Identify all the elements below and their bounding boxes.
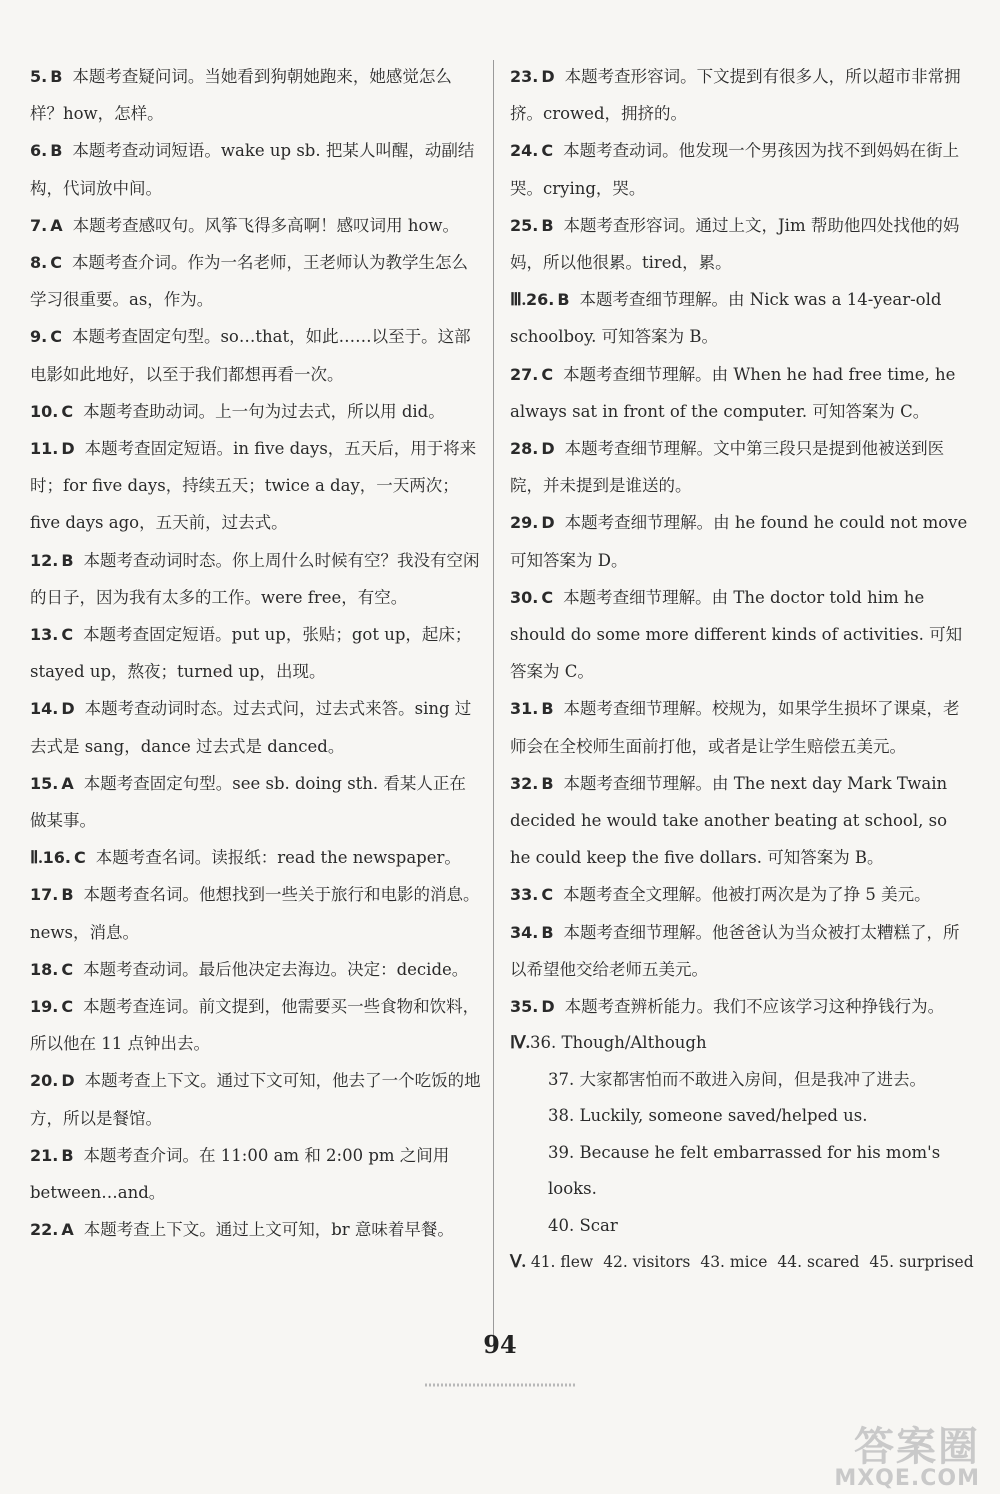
answer-entry (30, 765, 482, 839)
answer-letter: B (61, 885, 74, 905)
question-number: 32. (510, 773, 539, 793)
answer-letter: C (541, 141, 554, 161)
answer-letter: C (61, 997, 74, 1017)
explanation-text: 本题考查上下文。通过下文可知，他去了一个吃饭的地方，所以是餐馆。 (30, 1071, 481, 1128)
left-column (30, 58, 482, 1249)
right-column (510, 58, 974, 1280)
answer-letter: A (50, 215, 63, 235)
question-number: 13. (30, 625, 59, 645)
answer-line: 38. Luckily, someone saved/helped us. (548, 1106, 868, 1126)
answer-letter: C (50, 253, 62, 273)
question-number: 16. (42, 848, 71, 868)
question-number: 18. (30, 959, 59, 979)
answer-entry (30, 839, 482, 876)
question-number: 26. (525, 290, 555, 310)
answer-entry (30, 951, 482, 988)
explanation-text: 本题考查动词。最后他决定去海边。决定：decide。 (83, 959, 469, 979)
explanation-text: 本题考查名词。读报纸：read the newspaper。 (95, 848, 461, 868)
explanation-text: 本题考查连词。前文提到，他需要买一些食物和饮料，所以他在 11 点钟出去。 (30, 997, 480, 1054)
explanation-text: 本题考查细节理解。由 Nick was a 14-year-old schoolboy. 可知答案为 B。 (510, 290, 942, 347)
answer-letter: D (61, 699, 75, 719)
answer-letter: C (50, 327, 62, 347)
answer-entry (30, 1137, 482, 1211)
answer-letter: D (541, 997, 555, 1017)
answer-entry (30, 988, 482, 1062)
word-answer: 41. flew (530, 1253, 594, 1272)
explanation-text: 本题考查辨析能力。我们不应该学习这种挣钱行为。 (564, 997, 945, 1017)
word-answer: 43. mice (700, 1253, 768, 1272)
question-number: 8. (30, 253, 48, 273)
watermark-url: MXQE.COM (834, 1466, 980, 1491)
answer-letter: C (61, 959, 74, 979)
answer-entry (30, 430, 482, 542)
word-answer: 45. surprised (869, 1253, 974, 1272)
question-number: 12. (30, 550, 59, 570)
page-number: 94 (483, 1330, 517, 1359)
question-number: 11. (30, 439, 59, 459)
answer-entry (30, 318, 482, 392)
footer-ornament-icon (425, 1380, 575, 1390)
question-number: 5. (30, 67, 48, 86)
watermark-cn: 答案圈 (854, 1424, 980, 1470)
watermark (834, 1415, 980, 1491)
explanation-text: 本题考查细节理解。校规为，如果学生损坏了课桌，老师会在全校师生面前打他，或者是让学生赔偿五美元。 (510, 699, 960, 756)
question-number: 30. (510, 587, 539, 607)
answer-letter: D (541, 439, 555, 459)
explanation-text: 本题考查细节理解。他爸爸认为当众被打太糟糕了，所以希望他交给老师五美元。 (510, 922, 960, 979)
question-number: 31. (510, 699, 539, 719)
answer-letter: B (541, 699, 554, 719)
section-label: Ⅳ. (510, 1033, 530, 1053)
question-number: 7. (30, 215, 48, 235)
explanation-text: 本题考查疑问词。当她看到狗朝她跑来，她感觉怎么样？how，怎样。 (30, 67, 452, 124)
explanation-text: 本题考查感叹句。风筝飞得多高啊！感叹词用 how。 (72, 215, 460, 235)
explanation-text: 本题考查细节理解。文中第三段只是提到他被送到医院，并未提到是谁送的。 (510, 439, 945, 496)
answer-entry (510, 132, 970, 206)
answer-letter: B (557, 290, 570, 310)
answer-entry (30, 1062, 482, 1136)
question-number: 25. (510, 215, 539, 235)
explanation-text: 本题考查动词。他发现一个男孩因为找不到妈妈在街上哭。crying，哭。 (510, 141, 960, 198)
answer-entry (510, 579, 970, 691)
question-number: 6. (30, 141, 48, 161)
answer-letter: C (73, 848, 86, 868)
answer-entry (510, 690, 970, 764)
word-answer: 42. visitors (603, 1253, 691, 1272)
answer-letter: A (61, 1220, 74, 1240)
question-number: 9. (30, 327, 48, 347)
answer-letter: D (541, 67, 555, 86)
answer-letter: B (541, 773, 554, 793)
explanation-text: 本题考查介词。作为一名老师，王老师认为教学生怎么学习很重要。as，作为。 (30, 253, 468, 310)
explanation-text: 本题考查动词短语。wake up sb. 把某人叫醒，动副结构，代词放中间。 (30, 141, 475, 198)
answer-letter: D (541, 513, 555, 533)
answer-line: 39. Because he felt embarrassed for his mom's looks. (548, 1142, 941, 1199)
explanation-text: 本题考查固定短语。in five days，五天后，用于将来时；for five days，持续五天；twice a day，一天两次；five days ago，五天前，过去式。 (30, 439, 477, 533)
answer-entry (30, 616, 482, 690)
section-label: Ⅱ. (30, 848, 43, 868)
answer-letter: C (541, 364, 554, 384)
explanation-text: 本题考查细节理解。由 he found he could not move 可知答案为 D。 (510, 513, 968, 570)
answer-letter: B (541, 922, 554, 942)
question-number: 21. (30, 1145, 59, 1165)
answer-entry (510, 58, 970, 132)
page-footer (0, 1330, 1000, 1359)
question-number: 22. (30, 1220, 59, 1240)
question-number: 19. (30, 997, 59, 1017)
question-number: 29. (510, 513, 539, 533)
answer-entry (510, 207, 970, 281)
explanation-text: 本题考查细节理解。由 The next day Mark Twain decided he would take another beating at school, so he could keep the five dollars. 可知答案为 B。 (510, 773, 948, 868)
answer-entry (30, 244, 482, 318)
answer-letter: C (61, 625, 74, 645)
answer-line: 36. Though/Although (529, 1033, 707, 1053)
answer-entry (510, 914, 970, 988)
answer-line: 40. Scar (548, 1215, 618, 1235)
answer-entry (30, 58, 482, 132)
answer-entry (510, 988, 970, 1025)
answer-letter: B (61, 550, 74, 570)
explanation-text: 本题考查全文理解。他被打两次是为了挣 5 美元。 (563, 885, 931, 905)
answer-entry (510, 356, 970, 430)
answer-entry (30, 876, 482, 950)
section-5-line (510, 1244, 974, 1280)
answer-letter: C (61, 401, 74, 421)
question-number: 23. (510, 67, 539, 86)
explanation-text: 本题考查形容词。下文提到有很多人，所以超市非常拥挤。crowed，拥挤的。 (510, 67, 961, 124)
explanation-text: 本题考查动词时态。你上周什么时候有空？我没有空闲的日子，因为我有太多的工作。were free，有空。 (30, 550, 480, 607)
question-number: 35. (510, 997, 539, 1017)
question-number: 15. (30, 773, 59, 793)
section-label: Ⅴ. (510, 1252, 526, 1272)
explanation-text: 本题考查上下文。通过上文可知，br 意味着早餐。 (83, 1220, 454, 1240)
answer-entry (510, 430, 970, 504)
explanation-text: 本题考查固定句型。see sb. doing sth. 看某人正在做某事。 (30, 773, 466, 831)
answer-entry (30, 690, 482, 764)
explanation-text: 本题考查名词。他想找到一些关于旅行和电影的消息。news，消息。 (30, 885, 480, 942)
answer-entry (510, 765, 970, 877)
answer-entry (30, 1211, 482, 1248)
answer-letter: D (61, 1071, 75, 1091)
explanation-text: 本题考查固定句型。so…that，如此……以至于。这部电影如此地好，以至于我们都想再看一次。 (30, 327, 471, 384)
explanation-text: 本题考查固定短语。put up，张贴；got up，起床；stayed up，熬夜；turned up，出现。 (30, 625, 472, 682)
answer-letter: B (50, 141, 63, 161)
answer-letter: A (61, 773, 74, 793)
question-number: 14. (30, 699, 59, 719)
answer-entry (510, 281, 970, 355)
question-number: 27. (510, 364, 539, 384)
explanation-text: 本题考查细节理解。由 When he had free time, he always sat in front of the computer. 可知答案为 C。 (510, 364, 956, 421)
section-4-first-line (510, 1025, 970, 1062)
explanation-text: 本题考查动词时态。过去式问，过去式来答。sing 过去式是 sang，dance 过去式是 danced。 (30, 699, 472, 756)
word-answer: 44. scared (777, 1253, 860, 1272)
question-number: 34. (510, 922, 539, 942)
explanation-text: 本题考查细节理解。由 The doctor told him he should do some more different kinds of activities. 可知答案为 C。 (510, 587, 963, 682)
explanation-text: 本题考查形容词。通过上文，Jim 帮助他四处找他的妈妈，所以他很累。tired，累。 (510, 215, 960, 273)
answer-letter: B (541, 215, 554, 235)
question-number: 24. (510, 141, 539, 161)
answer-letter: C (541, 587, 554, 607)
answer-line: 37. 大家都害怕而不敢进入房间，但是我冲了进去。 (548, 1069, 926, 1089)
explanation-text: 本题考查助动词。上一句为过去式，所以用 did。 (83, 401, 445, 421)
question-number: 17. (30, 885, 59, 905)
answer-letter: C (541, 885, 554, 905)
answer-entry (510, 504, 970, 578)
answer-letter: B (50, 67, 63, 86)
explanation-text: 本题考查介词。在 11:00 am 和 2:00 pm 之间用 between…and。 (30, 1145, 450, 1203)
question-number: 10. (30, 401, 59, 421)
answer-entry (30, 542, 482, 616)
section-label: Ⅲ. (510, 290, 526, 310)
question-number: 20. (30, 1071, 59, 1091)
answer-letter: B (61, 1145, 74, 1165)
answer-entry (30, 207, 482, 244)
answer-entry (30, 132, 482, 206)
answer-entry (30, 393, 482, 430)
answer-letter: D (61, 439, 75, 459)
answer-entry (510, 876, 970, 913)
question-number: 33. (510, 885, 539, 905)
column-divider (493, 60, 494, 1352)
question-number: 28. (510, 439, 539, 459)
